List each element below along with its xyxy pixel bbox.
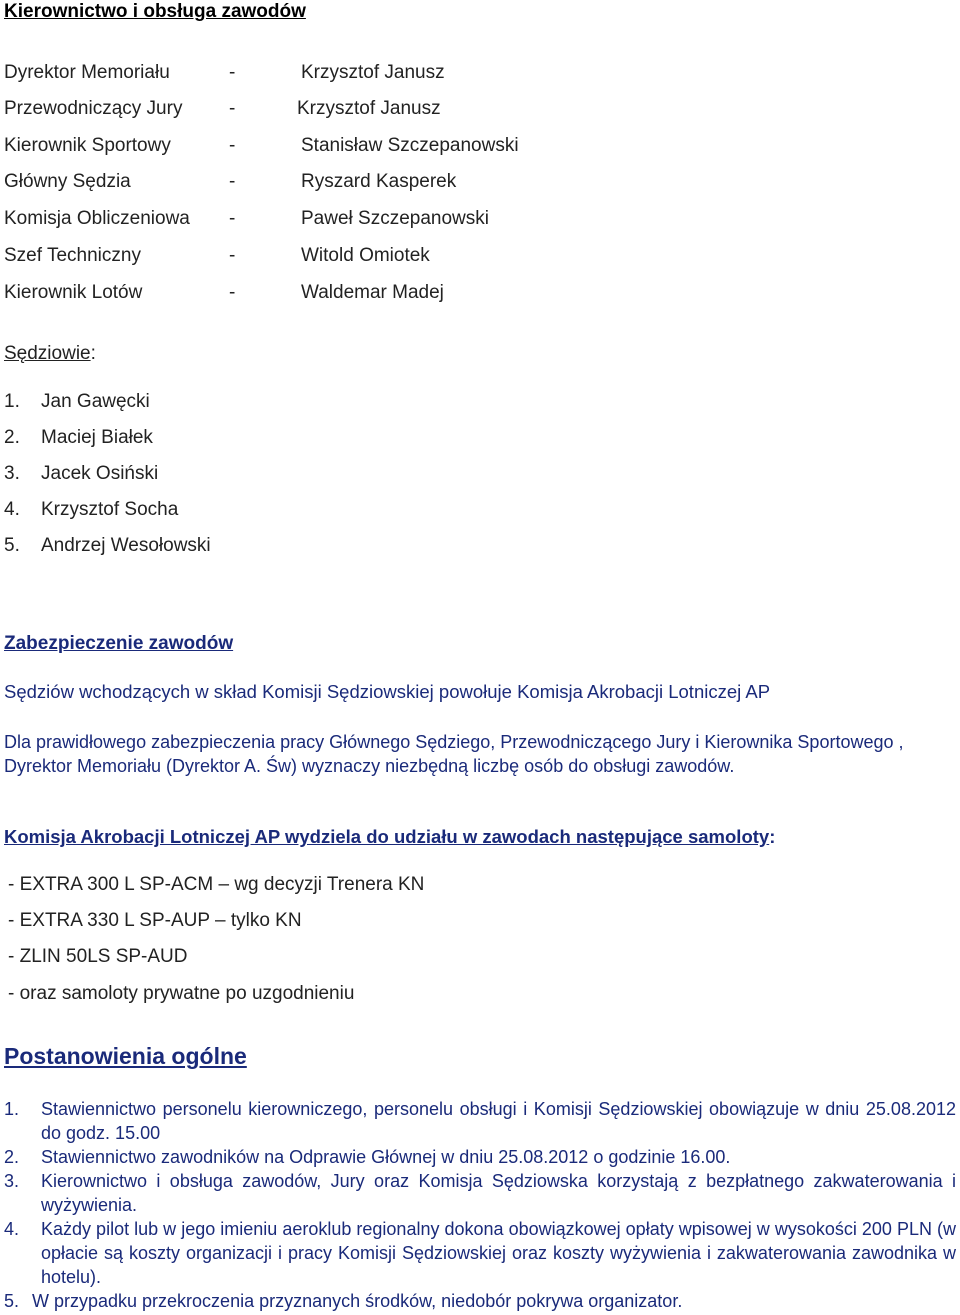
staff-dash: - <box>229 282 236 303</box>
judge-name: Andrzej Wesołowski <box>41 535 211 556</box>
staff-name: Krzysztof Janusz <box>297 98 441 119</box>
general-item <box>4 1145 956 1169</box>
judges-label: Sędziowie <box>4 343 91 364</box>
staff-role: Kierownik Sportowy <box>4 135 171 156</box>
planes-heading-text: Komisja Akrobacji Lotniczej AP wydziela do udziału w zawodach następujące samoloty <box>4 826 770 847</box>
general-item-text: W przypadku przekroczenia przyznanych środków, niedobór pokrywa organizator. <box>32 1291 683 1311</box>
section-title-security: Zabezpieczenie zawodów <box>4 633 234 654</box>
staff-dash: - <box>229 245 236 266</box>
staff-dash: - <box>229 171 236 192</box>
staff-name: Witold Omiotek <box>301 245 430 266</box>
general-list <box>4 1097 956 1313</box>
staff-name: Krzysztof Janusz <box>301 62 445 83</box>
general-item-number: 3. <box>4 1171 20 1191</box>
staff-name: Ryszard Kasperek <box>301 171 457 192</box>
general-item-number: 2. <box>4 1147 20 1167</box>
plane-item: - EXTRA 300 L SP-ACM – wg decyzji Trenera KN <box>8 874 425 895</box>
judge-number: 5. <box>4 535 20 556</box>
judge-number: 4. <box>4 499 20 520</box>
judge-name: Jacek Osiński <box>41 463 159 484</box>
staff-role: Komisja Obliczeniowa <box>4 208 190 229</box>
general-item <box>4 1217 956 1289</box>
general-item-text: Każdy pilot lub w jego imieniu aeroklub regionalny dokona obowiązkowej opłaty wpisowej w wysokości 200 PLN (w opłacie są koszty organizacji i pracy Komisji Sędziowskiej oraz koszty wyżywienia i zakwaterowania zawodnika w hotelu). <box>41 1219 956 1287</box>
planes-heading <box>4 826 775 848</box>
section-title-management: Kierownictwo i obsługa zawodów <box>4 1 306 22</box>
plane-item: - EXTRA 330 L SP-AUP – tylko KN <box>8 910 302 931</box>
plane-item: - ZLIN 50LS SP-AUD <box>8 946 188 967</box>
general-item <box>4 1097 956 1145</box>
planes-heading-colon: : <box>769 826 776 847</box>
general-item-text: Kierownictwo i obsługa zawodów, Jury oraz Komisja Sędziowska korzystają z bezpłatnego zakwaterowania i wyżywienia. <box>41 1171 956 1215</box>
plane-item: - oraz samoloty prywatne po uzgodnieniu <box>8 983 355 1004</box>
judge-number: 2. <box>4 427 20 448</box>
general-item-number: 5. <box>4 1291 20 1311</box>
staff-dash: - <box>229 135 236 156</box>
general-item <box>4 1289 956 1313</box>
staff-name: Stanisław Szczepanowski <box>301 135 519 156</box>
staff-name: Waldemar Madej <box>301 282 444 303</box>
section-title-general: Postanowienia ogólne <box>4 1043 247 1069</box>
staff-role: Kierownik Lotów <box>4 282 143 303</box>
general-item <box>4 1169 956 1217</box>
staff-role: Główny Sędzia <box>4 171 131 192</box>
security-paragraph: Dla prawidłowego zabezpieczenia pracy Głównego Sędziego, Przewodniczącego Jury i Kierownika Sportowego , Dyrektor Memoriału (Dyrektor A. Św) wyznaczy niezbędną liczbę osób do obsługi zawodów. <box>4 732 904 776</box>
judge-name: Krzysztof Socha <box>41 499 179 520</box>
security-line: Sędziów wchodzących w skład Komisji Sędziowskiej powołuje Komisja Akrobacji Lotniczej AP <box>4 681 771 702</box>
judge-name: Maciej Białek <box>41 427 153 448</box>
judge-number: 1. <box>4 391 20 412</box>
staff-dash: - <box>229 62 236 83</box>
staff-role: Przewodniczący Jury <box>4 98 183 119</box>
staff-dash: - <box>229 98 236 119</box>
staff-dash: - <box>229 208 236 229</box>
general-item-number: 1. <box>4 1099 20 1119</box>
judges-heading <box>4 343 96 365</box>
staff-role: Szef Techniczny <box>4 245 141 266</box>
judge-name: Jan Gawęcki <box>41 391 150 412</box>
judges-colon: : <box>90 343 96 364</box>
staff-name: Paweł Szczepanowski <box>301 208 489 229</box>
judge-number: 3. <box>4 463 20 484</box>
general-item-number: 4. <box>4 1219 20 1239</box>
staff-role: Dyrektor Memoriału <box>4 62 170 83</box>
general-item-text: Stawiennictwo personelu kierowniczego, personelu obsługi i Komisji Sędziowskiej obowiązuje w dniu 25.08.2012 do godz. 15.00 <box>41 1099 956 1143</box>
general-item-text: Stawiennictwo zawodników na Odprawie Głównej w dniu 25.08.2012 o godzinie 16.00. <box>41 1147 731 1167</box>
